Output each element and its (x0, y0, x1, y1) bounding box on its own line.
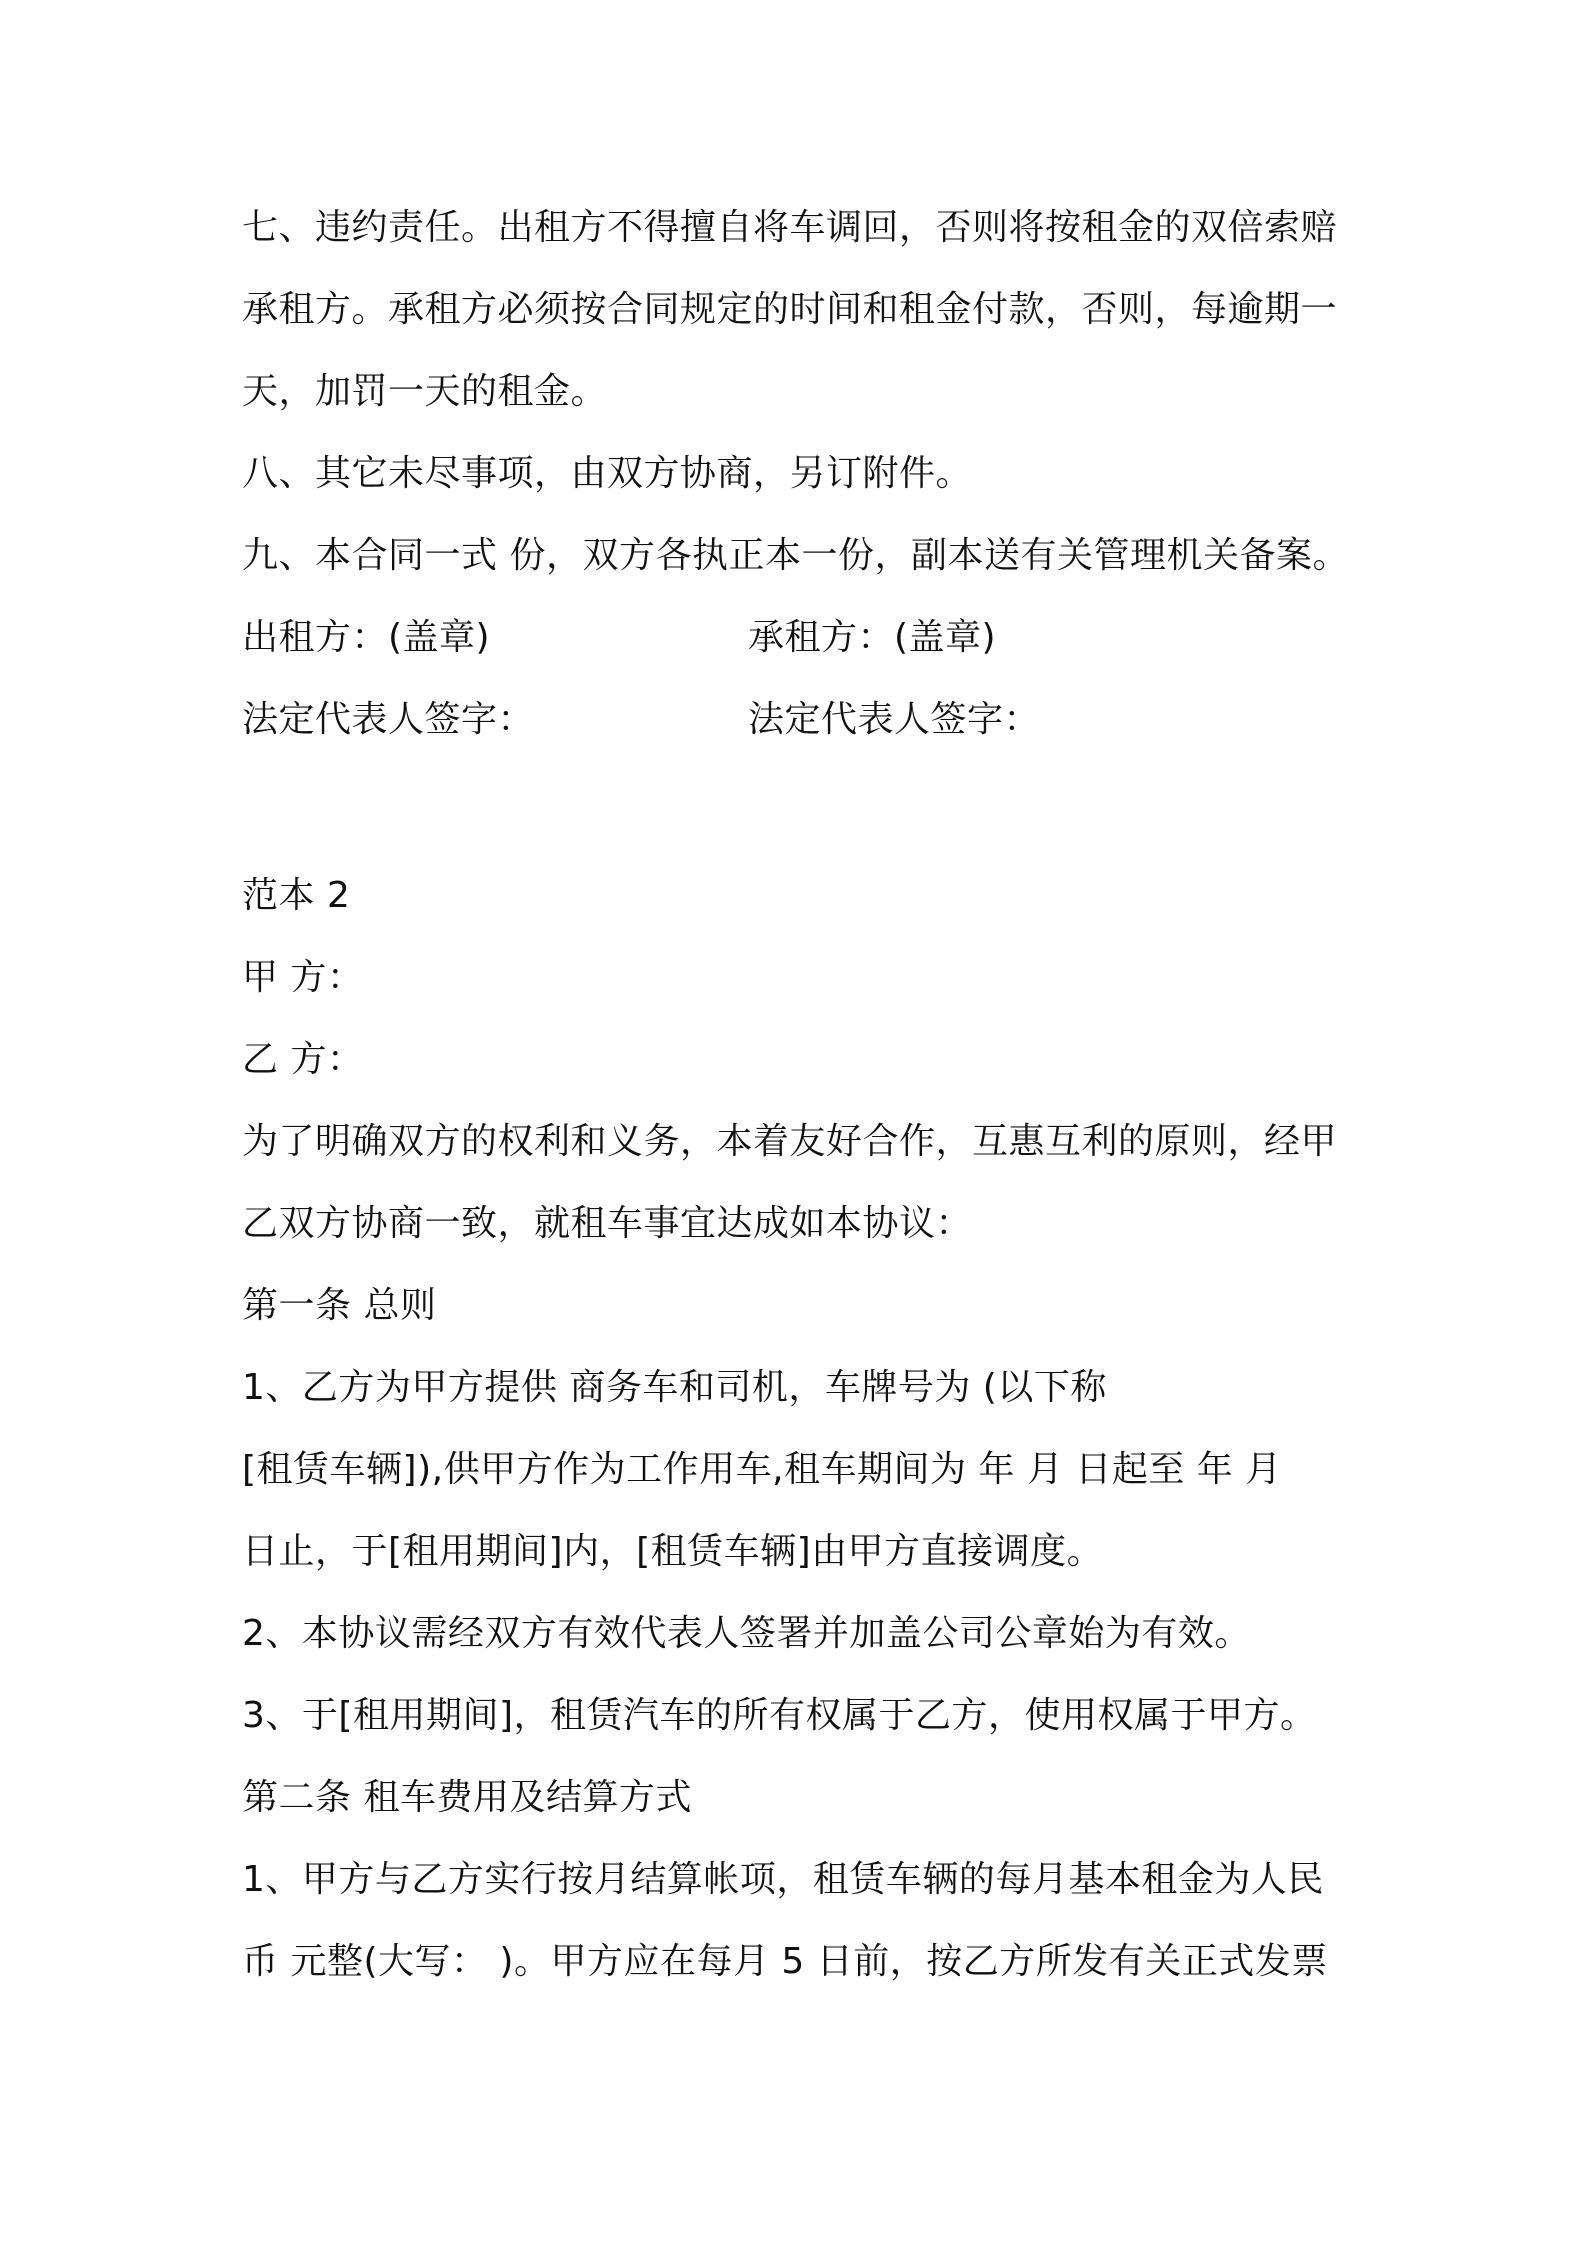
intro-line-2: 乙双方协商一致，就租车事宜达成如本协议： (242, 1203, 973, 1244)
article-1-item-2: 2、本协议需经双方有效代表人签署并加盖公司公章始为有效。 (242, 1613, 1251, 1654)
article-2-item-1-line-2: 币 元整(大写： )。甲方应在每月 5 日前，按乙方所发有关正式发票 (242, 1941, 1328, 1982)
article-1-title: 第一条 总则 (242, 1285, 437, 1326)
article-2-title: 第二条 租车费用及结算方式 (242, 1777, 692, 1818)
party-a-label: 甲 方： (242, 957, 364, 998)
clause-7-line-2: 承租方。承租方必须按合同规定的时间和租金付款，否则，每逾期一 (242, 289, 1338, 330)
party-b-label: 乙 方： (242, 1039, 364, 1080)
lessor-seal-label: 出租方：(盖章) (242, 617, 491, 658)
clause-9: 九、本合同一式 份，双方各执正本一份，副本送有关管理机关备案。 (242, 535, 1349, 576)
article-1-item-1-line-2: [租赁车辆]),供甲方作为工作用车,租车期间为 年 月 日起至 年 月 (242, 1449, 1282, 1490)
article-2-item-1-line-1: 1、甲方与乙方实行按月结算帐项，租赁车辆的每月基本租金为人民 (242, 1859, 1324, 1900)
template-title: 范本 2 (242, 875, 351, 916)
article-1-item-1-line-3: 日止，于[租用期间]内，[租赁车辆]由甲方直接调度。 (242, 1531, 1104, 1572)
article-1-item-1-line-1: 1、乙方为甲方提供 商务车和司机，车牌号为 (以下称 (242, 1367, 1107, 1408)
clause-8: 八、其它未尽事项，由双方协商，另订附件。 (242, 453, 973, 494)
clause-7-line-3: 天，加罚一天的租金。 (242, 371, 608, 412)
lessee-signature-label: 法定代表人签字： (748, 699, 1041, 740)
clause-7-line-1: 七、违约责任。出租方不得擅自将车调回，否则将按租金的双倍索赔 (242, 207, 1338, 248)
article-1-item-3: 3、于[租用期间]，租赁汽车的所有权属于乙方，使用权属于甲方。 (242, 1695, 1317, 1736)
intro-line-1: 为了明确双方的权利和义务，本着友好合作，互惠互利的原则，经甲 (242, 1121, 1338, 1162)
lessee-seal-label: 承租方：(盖章) (748, 617, 997, 658)
lessor-signature-label: 法定代表人签字： (242, 699, 535, 740)
